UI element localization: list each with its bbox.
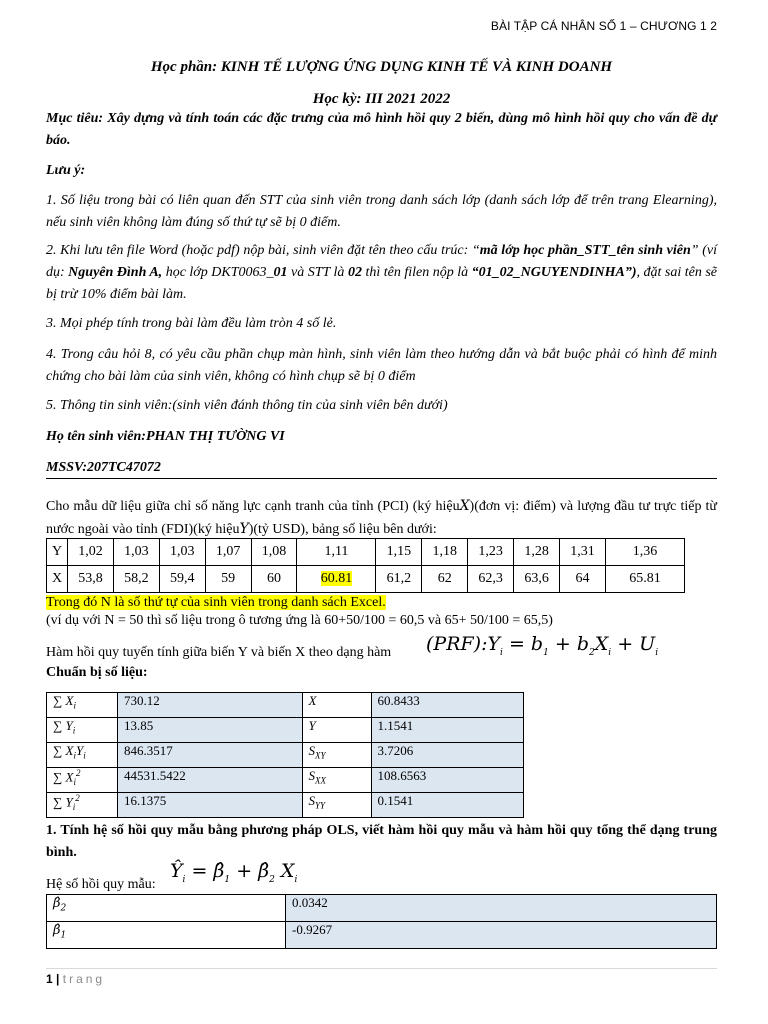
- mean-x-value: 60.8433: [371, 693, 523, 718]
- coef-row: [47, 895, 717, 922]
- stats-row: [47, 793, 524, 818]
- footer-line: [46, 968, 717, 969]
- beta2-symbol: $\betâ_2$: [47, 895, 286, 922]
- coef-row: [47, 922, 717, 949]
- note-3: 3. Mọi phép tính trong bài làm đều làm tròn 4 số lẻ.: [46, 316, 337, 331]
- mean-y-value: 1.1541: [371, 718, 523, 743]
- note-2-example-name: Nguyên Đình A,: [68, 265, 163, 280]
- note-2-part: , đặt sai tên sẽ bị trừ 10% điểm bài làm.: [46, 265, 717, 302]
- s-xy-value: 3.7206: [371, 743, 523, 768]
- x-cell: 62: [422, 566, 468, 593]
- y-row-label: Y: [47, 539, 68, 566]
- x-cell: 62,3: [468, 566, 514, 593]
- data-table: [46, 538, 685, 593]
- coef-label: Hệ số hồi quy mẫu:: [46, 877, 156, 892]
- x-cell: 61,2: [376, 566, 422, 593]
- y-cell: 1,07: [205, 539, 251, 566]
- regression-text: Hàm hồi quy tuyến tính giữa biến Y và biến X theo dạng hàm: [46, 645, 392, 660]
- course-title: Học phần: KINH TẾ LƯỢNG ỨNG DỤNG KINH TẾ VÀ KINH DOANH: [150, 59, 613, 75]
- note-2-pattern: mã lớp học phần_STT_tên sinh viên: [479, 243, 691, 258]
- y-cell: 1,31: [560, 539, 606, 566]
- s-xx-symbol: $S_{XX}$: [302, 768, 371, 793]
- sum-x-symbol: ∑ $X_i$: [47, 693, 118, 718]
- mean-y-symbol: $\overline{Y}$: [302, 718, 371, 743]
- objective-text: Mục tiêu: Xây dựng và tính toán các đặc trưng của mô hình hồi quy 2 biến, dùng mô hình hồi quy cho vấn đề dự báo.: [46, 111, 717, 148]
- semester-title: Học kỳ: III 2021 2022: [312, 91, 451, 107]
- running-header: BÀI TẬP CÁ NHÂN SỐ 1 – CHƯƠNG 1 2: [490, 19, 717, 33]
- sum-x-value: 730.12: [118, 693, 303, 718]
- s-xx-value: 108.6563: [371, 768, 523, 793]
- intro-part: Cho mẫu dữ liệu giữa chỉ số năng lực cạnh tranh của tỉnh (PCI) (ký hiệu: [46, 499, 460, 514]
- x-cell-highlighted: [297, 566, 376, 593]
- y-cell: 1,03: [159, 539, 205, 566]
- x-cell: 53,8: [68, 566, 114, 593]
- y-row: [47, 539, 685, 566]
- note-2-part: và STT là: [287, 265, 348, 280]
- note-2-part: 2. Khi lưu tên file Word (hoặc pdf) nộp bài, sinh viên đặt tên theo cấu trúc: “: [46, 243, 480, 258]
- stats-row: [47, 743, 524, 768]
- y-symbol: Y: [239, 521, 249, 537]
- x-row: [47, 566, 685, 593]
- y-cell: 1,36: [606, 539, 685, 566]
- sum-y-symbol: ∑ $Y_i$: [47, 718, 118, 743]
- sum-y2-symbol: ∑ $Y_i^2$: [47, 793, 118, 818]
- intro-text: [46, 495, 717, 541]
- sum-xy-symbol: ∑ $X_iY_i$: [47, 743, 118, 768]
- highlighted-value: 60.81: [320, 571, 353, 586]
- note-5: 5. Thông tin sinh viên:(sinh viên đánh thông tin của sinh viên bên dưới): [46, 398, 448, 413]
- y-cell: 1,08: [251, 539, 297, 566]
- stats-row: [47, 693, 524, 718]
- page-word: trang: [62, 972, 106, 986]
- x-cell: 59: [205, 566, 251, 593]
- beta1-symbol: $\betâ_1$: [47, 922, 286, 949]
- page-number: 1: [46, 972, 53, 986]
- s-xy-symbol: $S_{XY}$: [302, 743, 371, 768]
- y-cell: 1,03: [113, 539, 159, 566]
- beta2-value: 0.0342: [286, 895, 717, 922]
- srf-formula: $Ŷ_i$ = $\betâ_1$ + $\betâ_2$ $X_i$: [170, 860, 298, 885]
- y-cell: 1,11: [297, 539, 376, 566]
- note-title: Lưu ý:: [46, 163, 86, 178]
- note-2: [46, 240, 717, 306]
- n-note-highlight: Trong đó N là số thứ tự của sinh viên trong danh sách Excel.: [46, 595, 386, 610]
- sum-xy-value: 846.3517: [118, 743, 303, 768]
- note-2-part: thì tên filen nộp là: [361, 265, 472, 280]
- question-1: 1. Tính hệ số hồi quy mẫu bằng phương pháp OLS, viết hàm hồi quy mẫu và hàm hồi quy tổng thể dạng trung bình.: [46, 823, 717, 860]
- separator-line: [46, 478, 717, 479]
- prep-title: Chuẩn bị số liệu:: [46, 665, 148, 680]
- footer-separator: |: [56, 972, 60, 986]
- mean-x-symbol: $\overline{X}$: [302, 693, 371, 718]
- student-name: Họ tên sinh viên:PHAN THỊ TƯỜNG VI: [46, 429, 285, 444]
- x-cell: 64: [560, 566, 606, 593]
- coef-table: [46, 894, 717, 949]
- y-cell: 1,18: [422, 539, 468, 566]
- note-4: 4. Trong câu hỏi 8, có yêu cầu phần chụp màn hình, sinh viên làm theo hướng dẫn và bắt buộc phải có hình để minh chứng cho bài làm của sinh viên, không có hình chụp sẽ bị 0 điểm: [46, 347, 717, 384]
- beta1-value: -0.9267: [286, 922, 717, 949]
- note-2-stt: 02: [347, 265, 362, 280]
- example-note: (ví dụ với N = 50 thì số liệu trong ô tương ứng là 60+50/100 = 60,5 và 65+ 50/100 = 65,5): [46, 613, 553, 628]
- student-id: MSSV:207TC47072: [46, 460, 161, 475]
- note-2-filename: “01_02_NGUYENDINHA”): [471, 265, 637, 280]
- s-yy-value: 0.1541: [371, 793, 523, 818]
- stats-row: [47, 718, 524, 743]
- y-cell: 1,15: [376, 539, 422, 566]
- sum-y2-value: 16.1375: [118, 793, 303, 818]
- x-cell: 65.81: [606, 566, 685, 593]
- note-2-part: ” (ví dụ:: [46, 243, 717, 280]
- x-cell: 63,6: [514, 566, 560, 593]
- stats-table: [46, 692, 524, 818]
- x-cell: 59,4: [159, 566, 205, 593]
- y-cell: 1,02: [68, 539, 114, 566]
- intro-part: )(tỷ USD), bảng số liệu bên dưới:: [248, 522, 437, 537]
- stats-row: [47, 768, 524, 793]
- x-cell: 58,2: [113, 566, 159, 593]
- note-2-part: học lớp DKT0063_: [162, 265, 274, 280]
- y-cell: 1,23: [468, 539, 514, 566]
- page-footer: [46, 972, 105, 986]
- x-symbol: X: [459, 498, 470, 514]
- s-yy-symbol: $S_{YY}$: [302, 793, 371, 818]
- note-1: 1. Số liệu trong bài có liên quan đến STT của sinh viên trong danh sách lớp (danh sách lớp để trên trang Elearning), nếu sinh viên không làm đúng số thứ tự sẽ bị 0 điểm.: [46, 193, 717, 230]
- sum-y-value: 13.85: [118, 718, 303, 743]
- prf-formula: $(PRF):Y_i = b_1 + b_2X_i + U_i$: [426, 633, 659, 658]
- x-cell: 60: [251, 566, 297, 593]
- x-row-label: X: [47, 566, 68, 593]
- note-2-class-no: 01: [273, 265, 288, 280]
- y-cell: 1,28: [514, 539, 560, 566]
- intro-part: )(đơn vị: điểm) và lượng đầu tư trực tiếp từ nước ngoài vào tỉnh (FDI)(ký hiệu: [46, 499, 717, 537]
- sum-x2-value: 44531.5422: [118, 768, 303, 793]
- sum-x2-symbol: ∑ $X_i^2$: [47, 768, 118, 793]
